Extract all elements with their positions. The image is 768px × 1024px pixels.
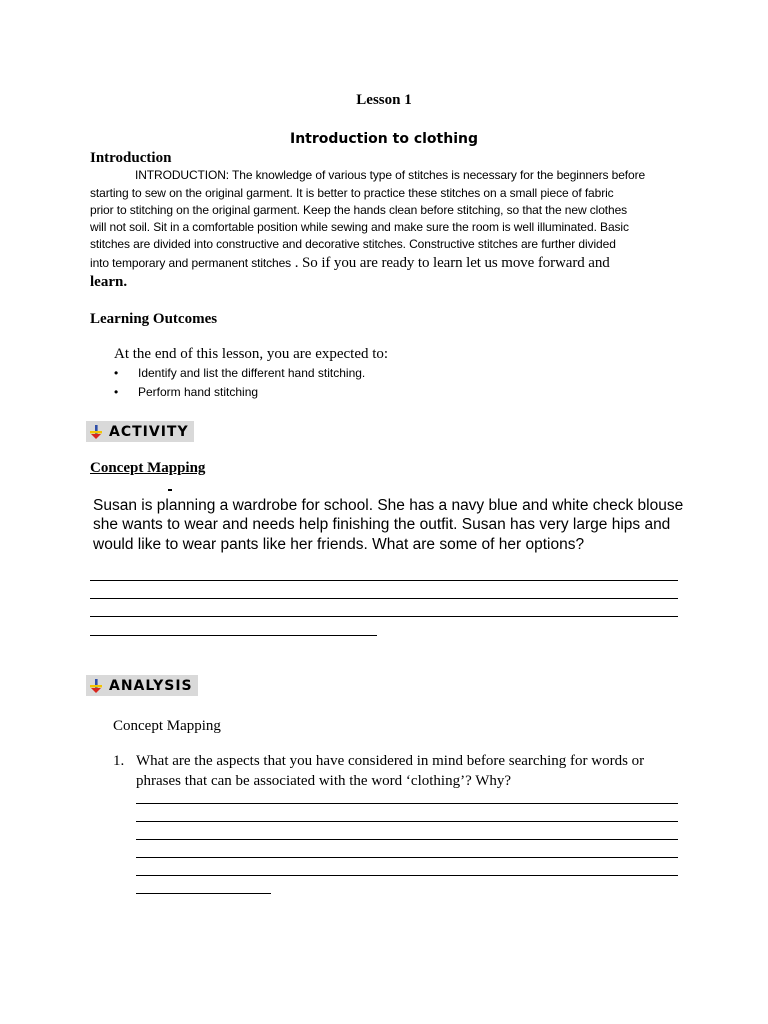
learning-outcome-text: Identify and list the different hand stitching. <box>138 366 366 380</box>
answer-line[interactable] <box>90 616 678 617</box>
answer-line[interactable] <box>136 875 678 876</box>
introduction-closing-text: . So if you are ready to learn let us move forward and <box>291 255 610 271</box>
introduction-heading: Introduction <box>90 150 172 166</box>
introduction-line: stitches are divided into constructive and decorative stitches. Constructive stitches are further divided <box>90 237 616 251</box>
arrow-down-bullet-icon <box>88 678 104 694</box>
answer-line[interactable] <box>136 857 678 858</box>
introduction-line: starting to sew on the original garment. It is better to practice these stitches on a small piece of fabric <box>90 186 614 200</box>
answer-line[interactable] <box>90 598 678 599</box>
list-item <box>114 366 365 380</box>
question-line: What are the aspects that you have considered in mind before searching for words or <box>136 753 645 769</box>
answer-line[interactable] <box>136 803 678 804</box>
answer-line[interactable] <box>136 893 271 894</box>
activity-section-badge <box>86 421 194 442</box>
question-number: 1. <box>113 753 125 769</box>
list-item <box>114 385 258 399</box>
introduction-closing-word: learn. <box>90 274 128 290</box>
introduction-line: will not soil. Sit in a comfortable position while sewing and make sure the room is well illuminated. Basic <box>90 220 629 234</box>
introduction-line: INTRODUCTION: The knowledge of various type of stitches is necessary for the beginners before <box>135 168 646 182</box>
activity-label: ACTIVITY <box>109 423 189 440</box>
learning-outcome-text: Perform hand stitching <box>138 385 259 399</box>
answer-line[interactable] <box>136 839 678 840</box>
bullet-icon: • <box>114 366 119 380</box>
scenario-line: Susan is planning a wardrobe for school. She has a navy blue and white check blouse <box>93 497 684 514</box>
analysis-label: ANALYSIS <box>109 677 193 694</box>
introduction-last-line <box>90 255 610 272</box>
introduction-line: into temporary and permanent stitches <box>90 256 292 270</box>
learning-outcomes-heading: Learning Outcomes <box>90 311 218 327</box>
answer-line[interactable] <box>90 635 377 636</box>
decorative-mark <box>168 489 172 491</box>
answer-line[interactable] <box>90 580 678 581</box>
analysis-subheading: Concept Mapping <box>113 718 221 734</box>
arrow-down-bullet-icon <box>88 424 104 440</box>
learning-outcomes-intro: At the end of this lesson, you are expected to: <box>114 346 389 362</box>
scenario-line: she wants to wear and needs help finishing the outfit. Susan has very large hips and <box>93 516 671 533</box>
lesson-number: Lesson 1 <box>356 92 412 108</box>
lesson-title: Introduction to clothing <box>290 131 478 147</box>
analysis-section-badge <box>86 675 198 696</box>
scenario-line: would like to wear pants like her friends. What are some of her options? <box>93 536 585 553</box>
introduction-line: prior to stitching on the original garment. Keep the hands clean before stitching, so that the new clothes <box>90 203 628 217</box>
question-line: phrases that can be associated with the word ‘clothing’? Why? <box>136 773 512 789</box>
concept-mapping-heading: Concept Mapping <box>90 460 206 476</box>
answer-line[interactable] <box>136 821 678 822</box>
bullet-icon: • <box>114 385 119 399</box>
